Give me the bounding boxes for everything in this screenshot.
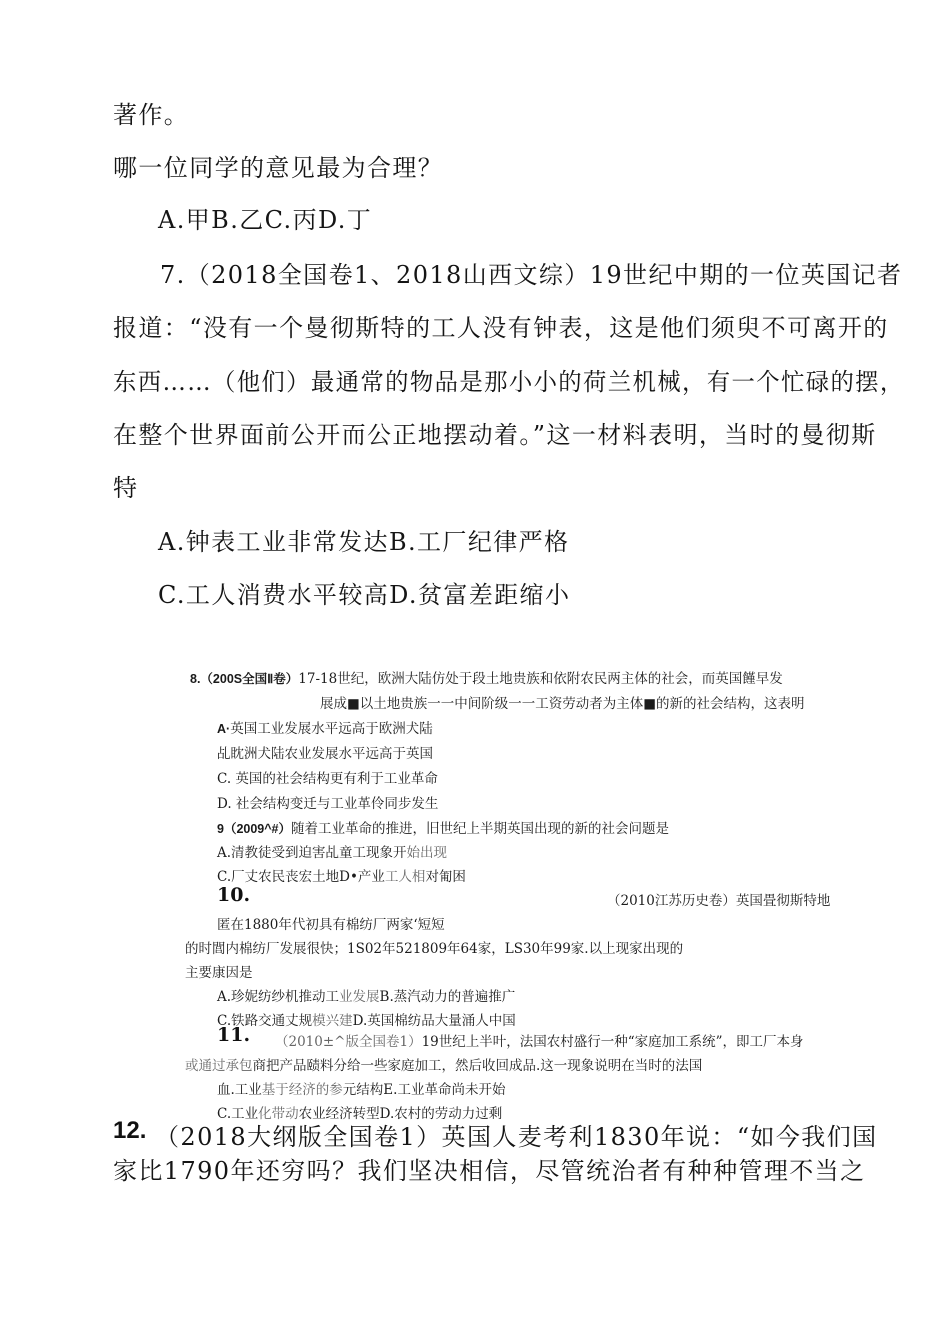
- question-11-stem: 19世纪上半叶，法国农村盛行一种“家庭加工系统”，即工厂本身: [421, 1034, 804, 1050]
- question-7-line: 东西……（他们）最通常的物品是那小小的荷兰机械，有一个忙碌的摆，: [113, 368, 905, 396]
- question-9-options-cd: [217, 865, 466, 885]
- question-7-stem: 7.（2018全国卷1、2018山西文综）19世纪中期的一位英国记者: [160, 261, 903, 289]
- question-10-line: 主要康因是: [185, 965, 253, 981]
- question-7-options-cd: C.工人消费水平较高D.贫富差距缩小: [158, 581, 571, 609]
- option-text: 农业经济转型D.农村的劳动力过剩: [298, 1106, 503, 1122]
- question-11-number: 11.: [217, 1024, 251, 1046]
- text-faded: 或通过承包: [185, 1058, 253, 1074]
- question-8-option-b: 乩眈洲犬陆农业发展水平远高于英国: [217, 746, 433, 762]
- question-12-line: 家比1790年还穷吗？我们坚决相信，尽管统治者有种种管理不当之: [113, 1157, 866, 1185]
- option-text: 元结构E.工业革命尚未开始: [342, 1082, 506, 1098]
- question-9-line: [217, 817, 669, 837]
- option-text-faded: 模兴建: [312, 1013, 353, 1029]
- text: 商把产品赜料分给一些家庭加工，然后收回成品.这一现象说明在当时的法国: [252, 1058, 703, 1074]
- option-text: 对匍困: [425, 869, 466, 885]
- question-11-line: [185, 1054, 702, 1074]
- option-text: A.珍妮纺纱机推动工: [217, 989, 340, 1005]
- question-10-line: 的时閭内棉纺厂发展很快；1S02年521809年64家，LS30年99家.以上现家出现的: [185, 941, 684, 957]
- option-text: C.工业: [217, 1106, 259, 1122]
- question-11-source: （2010±^版全国卷1）: [275, 1034, 422, 1050]
- question-10-number: 10.: [217, 884, 251, 906]
- question-9-number: 9（2009^#）: [217, 822, 292, 836]
- question-10-options-cd: [217, 1009, 516, 1029]
- question-10-source: （2010江苏历史卷）英国畳彻斯特地: [607, 893, 831, 909]
- question-7-line: 特: [113, 474, 139, 502]
- option-text-faded: 化带动: [258, 1106, 299, 1122]
- option-text: A.清教徒受到迫害乩童工现象开: [217, 845, 407, 861]
- question-prompt: 哪一位同学的意见最为合理？: [113, 154, 444, 182]
- question-7-line: 报道：“没有一个曼彻斯特的工人没有钟表，这是他们须臾不可离开的: [113, 314, 889, 342]
- question-8-stem: 17-18世纪，欧洲大陆仿处于段土地贵族和依附农民两主体的社会，而英国饉早发: [298, 671, 783, 687]
- question-8-option-d: D. 社会结构变迁与工业革伶同步发生: [217, 796, 439, 812]
- question-11-options-ab: [217, 1078, 505, 1098]
- question-11-line: [275, 1030, 804, 1050]
- option-text: C.铁路交通丈规: [217, 1013, 313, 1029]
- option-text: 血.工业: [217, 1082, 262, 1098]
- question-10-line: 匿在1880年代初具有棉纺厂两家‘短短: [217, 917, 445, 933]
- option-text: B.蒸汽动力的普遍推广: [379, 989, 516, 1005]
- question-12-stem: （2018大纲版全国卷1）英国人麦考利1830年说：“如今我们国: [155, 1123, 878, 1151]
- question-7-line: 在整个世界面前公开而公正地摆动着。”这一材料表明，当时的曼彻斯: [113, 421, 877, 449]
- option-text: D.英国棉纺品大量涌人中国: [352, 1013, 516, 1029]
- question-7-options-ab: A.钟表工业非常发达B.工厂纪律严格: [158, 528, 570, 556]
- question-10-options-ab: [217, 985, 515, 1005]
- option-text-faded: 业发展: [339, 989, 380, 1005]
- text-line: 著作。: [113, 101, 190, 129]
- question-8-option-a: [217, 717, 433, 737]
- option-text-faded: 基于经济的参: [261, 1082, 343, 1098]
- option-a-label: A·: [217, 722, 231, 736]
- option-text: C.厂丈农民丧宏土地D•产业: [217, 869, 385, 885]
- question-12-number: 12.: [113, 1117, 147, 1144]
- answer-options: A.甲B.乙C.丙D.丁: [158, 206, 373, 234]
- question-9-stem: 随着工业革命的推进，旧世纪上半期英国出现的新的社会问题是: [291, 821, 670, 837]
- question-8-line: 展成■以土地贵族一一中间阶级一一工资劳动者为主体■的新的社会结构，这表明: [320, 696, 805, 712]
- question-8-option-c: C. 英国的社会结构更有利于工业革命: [217, 771, 438, 787]
- option-text-faded: 工人相: [384, 869, 426, 885]
- question-9-options-ab: [217, 841, 447, 861]
- option-text-faded: 始出现: [406, 845, 448, 861]
- question-8-line: [190, 667, 783, 687]
- option-a-text: 英国工业发展水平远高于欧洲犬陆: [230, 721, 433, 737]
- question-8-number: 8.（200S全国Ⅱ卷）: [190, 672, 299, 686]
